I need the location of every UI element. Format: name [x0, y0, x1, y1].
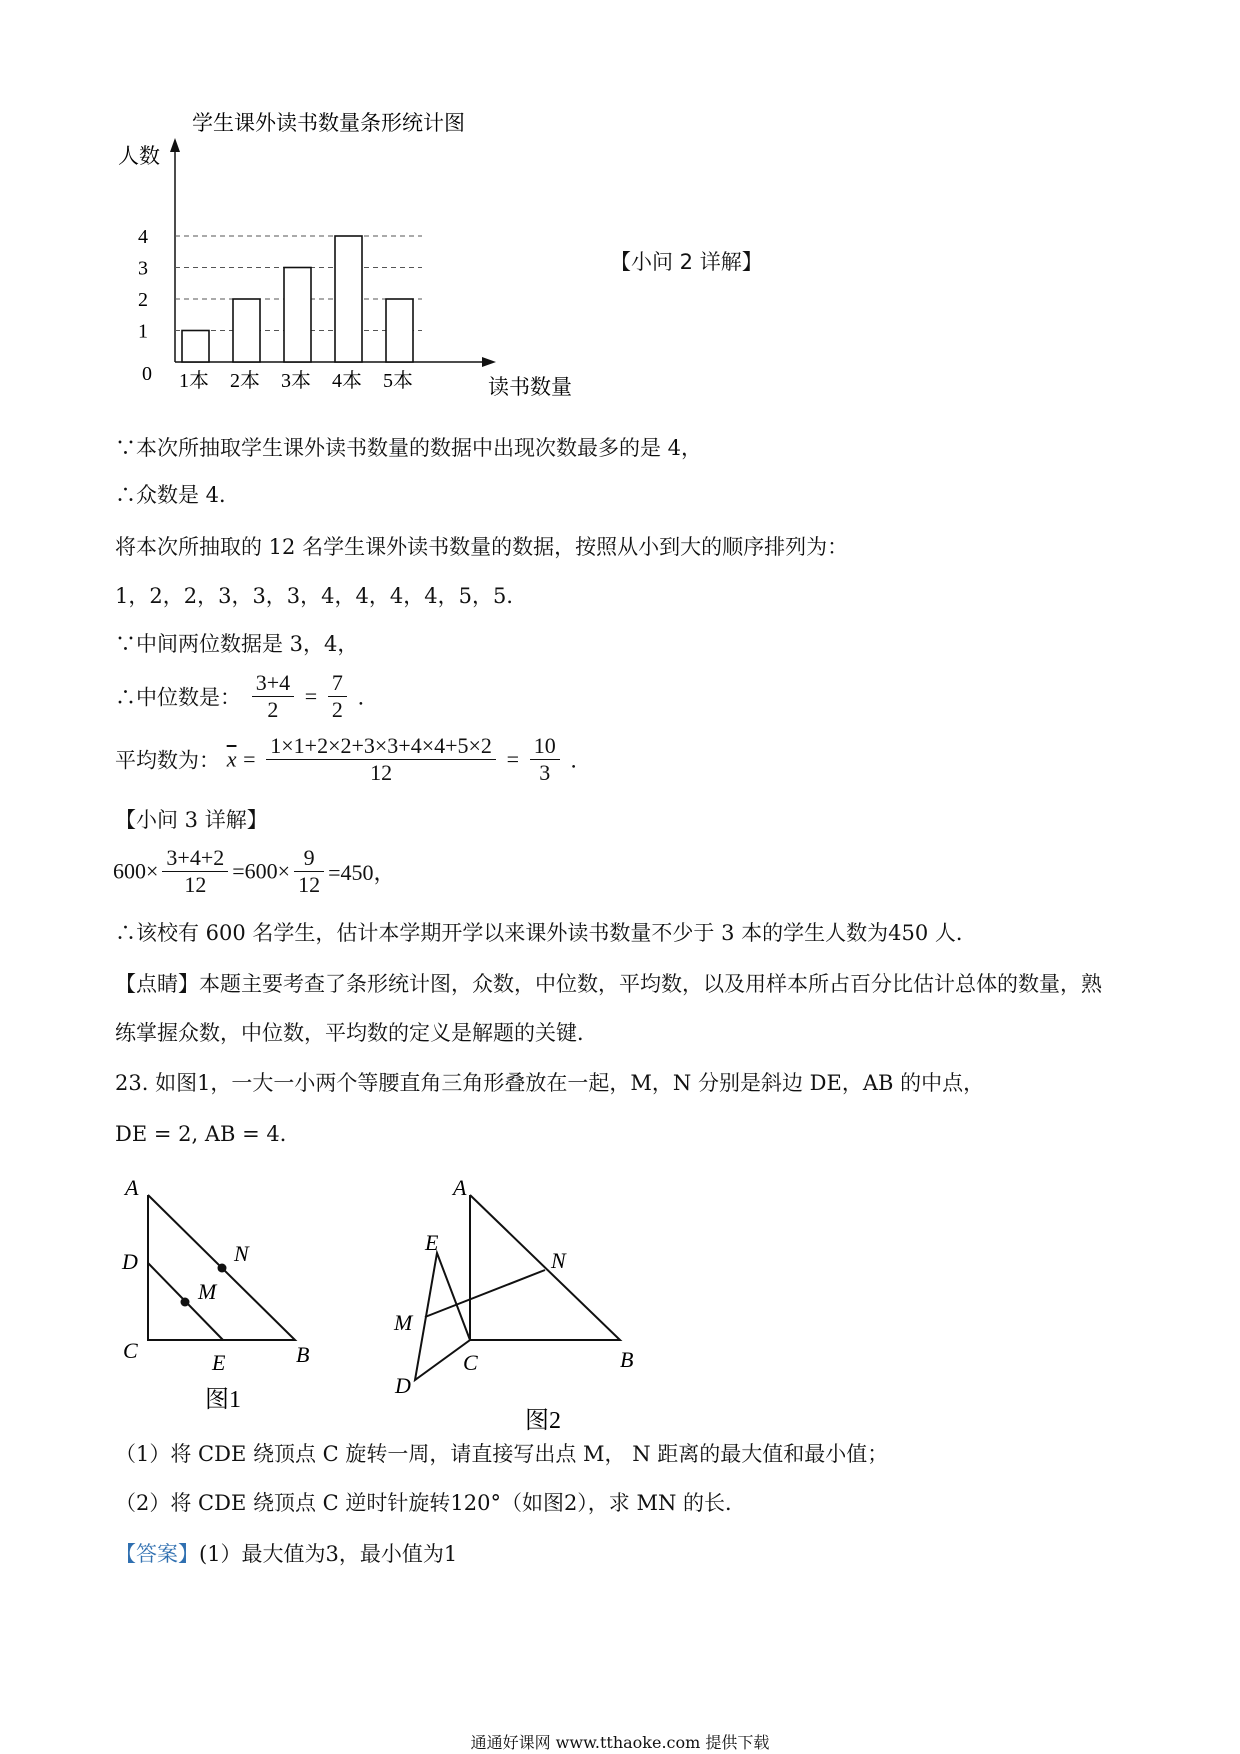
mean-xbar: $\overline{x}$	[226, 746, 237, 772]
mean-result	[530, 733, 560, 786]
chart-xticks	[179, 369, 413, 392]
median-eq: =	[304, 683, 318, 709]
mean-line	[115, 733, 591, 786]
fig1-caption: 图1	[205, 1387, 241, 1413]
x-tick-label: 5本	[383, 370, 413, 392]
estimate-b: =600×	[232, 858, 291, 884]
fig2-label-n: N	[551, 1248, 566, 1273]
text-line-5: ∵中间两位数据是 3，4，	[115, 632, 359, 656]
chart-yticks	[138, 226, 148, 343]
text-line-1: ∵本次所抽取学生课外读书数量的数据中出现次数最多的是 4，	[115, 436, 703, 460]
fig2-label-a: A	[453, 1175, 467, 1200]
x-tick-label: 3本	[281, 370, 311, 392]
text-line-10: 【点睛】本题主要考查了条形统计图，众数，中位数，平均数，以及用样本所占百分比估计总体的数量，熟	[115, 972, 1102, 996]
y-tick-label: 1	[138, 320, 148, 343]
fig1-label-c: C	[123, 1338, 138, 1363]
q2-heading: 【小问 2 详解】	[610, 250, 763, 274]
median-line	[115, 670, 379, 723]
q3-heading: 【小问 3 详解】	[115, 808, 268, 832]
fig1-label-m: M	[198, 1279, 217, 1304]
mean-prefix: 平均数为：	[115, 748, 220, 773]
mean-num2: 10	[530, 733, 560, 760]
fig2-label-b: B	[620, 1347, 634, 1372]
estimate-fraction	[162, 845, 228, 898]
fig2-label-d: D	[395, 1373, 411, 1398]
estimate-fraction2	[294, 845, 324, 898]
sub-question-2: （2）将 CDE 绕顶点 C 逆时针旋转120°（如图2），求 MN 的长．	[115, 1491, 747, 1515]
chart-bars	[182, 236, 413, 362]
text-line-9: ∴该校有 600 名学生，估计本学期开学以来课外读书数量不少于 3 本的学生人数为450 人．	[115, 921, 977, 945]
y-tick-label: 4	[138, 226, 148, 248]
bar-chart	[100, 100, 620, 410]
x-tick-label: 1本	[179, 370, 209, 392]
median-result	[328, 670, 347, 723]
fig1-label-d: D	[122, 1249, 138, 1274]
x-axis-arrow	[482, 357, 496, 367]
median-den: 2	[267, 697, 279, 722]
median-fraction	[252, 670, 294, 723]
bar	[182, 331, 209, 363]
fig1-label-n: N	[234, 1241, 249, 1266]
estimate-a: 600×	[113, 858, 159, 884]
answer-tag: 【答案】	[115, 1542, 199, 1566]
answer-text: (1）最大值为3，最小值为1	[199, 1542, 458, 1566]
triangle-cde-2	[415, 1253, 470, 1380]
problem-23-statement: 23. 如图1，一大一小两个等腰直角三角形叠放在一起，M，N 分别是斜边 DE，AB 的中点，	[115, 1071, 985, 1095]
figure-2	[375, 1175, 660, 1435]
mean-fraction	[266, 733, 496, 786]
y-tick-label: 2	[138, 289, 148, 311]
mean-den: 12	[370, 760, 393, 785]
problem-23-given: DE = 2, AB = 4．	[115, 1122, 301, 1146]
x-tick-label: 2本	[230, 370, 260, 392]
median-prefix: ∴中位数是：	[115, 685, 241, 710]
segment-mn	[425, 1270, 545, 1317]
fig1-label-e: E	[212, 1350, 226, 1375]
estimate-line	[113, 845, 396, 898]
page-footer: 通通好课网 www.tthaoke.com 提供下载	[470, 1733, 770, 1752]
mean-num: 1×1+2×2+3×3+4×4+5×2	[266, 733, 496, 760]
bar	[284, 268, 311, 363]
point-n	[218, 1264, 227, 1273]
chart-origin: 0	[142, 363, 152, 385]
median-num: 3+4	[252, 670, 294, 697]
estimate-den: 12	[184, 872, 207, 897]
estimate-c: =450，	[328, 860, 396, 885]
median-num2: 7	[328, 670, 347, 697]
text-line-4: 1，2，2，3，3，3，4，4，4，4，5，5．	[115, 584, 528, 608]
chart-title: 学生课外读书数量条形统计图	[192, 111, 465, 135]
text-line-2: ∴众数是 4．	[115, 483, 241, 507]
mean-eq2: =	[506, 746, 520, 772]
bar	[386, 299, 413, 362]
median-end: ．	[357, 685, 379, 710]
estimate-den2: 12	[298, 872, 321, 897]
fig1-label-a: A	[125, 1175, 139, 1200]
chart-ylabel: 人数	[118, 144, 160, 168]
fig2-label-m: M	[394, 1310, 413, 1335]
fig2-label-e: E	[425, 1230, 439, 1255]
answer-line	[115, 1540, 457, 1568]
text-line-3: 将本次所抽取的 12 名学生课外读书数量的数据，按照从小到大的顺序排列为：	[115, 535, 849, 559]
mean-den2: 3	[539, 760, 551, 785]
median-den2: 2	[331, 697, 343, 722]
estimate-num2: 9	[294, 845, 324, 872]
bar	[233, 299, 260, 362]
mean-eq1: =	[243, 746, 256, 772]
fig2-caption: 图2	[525, 1408, 561, 1434]
point-m	[181, 1298, 190, 1307]
mean-end: ．	[570, 748, 592, 773]
y-axis-arrow	[170, 138, 180, 152]
fig1-label-b: B	[296, 1342, 310, 1367]
text-line-11: 练掌握众数，中位数，平均数的定义是解题的关键．	[115, 1021, 598, 1045]
estimate-num: 3+4+2	[162, 845, 228, 872]
fig2-label-c: C	[463, 1350, 478, 1375]
y-tick-label: 3	[138, 257, 148, 280]
sub-question-1: （1）将 CDE 绕顶点 C 旋转一周，请直接写出点 M， N 距离的最大值和最小值；	[115, 1442, 889, 1466]
chart-xlabel: 读书数量	[488, 375, 572, 399]
x-tick-label: 4本	[332, 370, 362, 392]
figure-1	[110, 1175, 330, 1415]
triangle-abc-2	[470, 1195, 620, 1340]
bar	[335, 236, 362, 362]
